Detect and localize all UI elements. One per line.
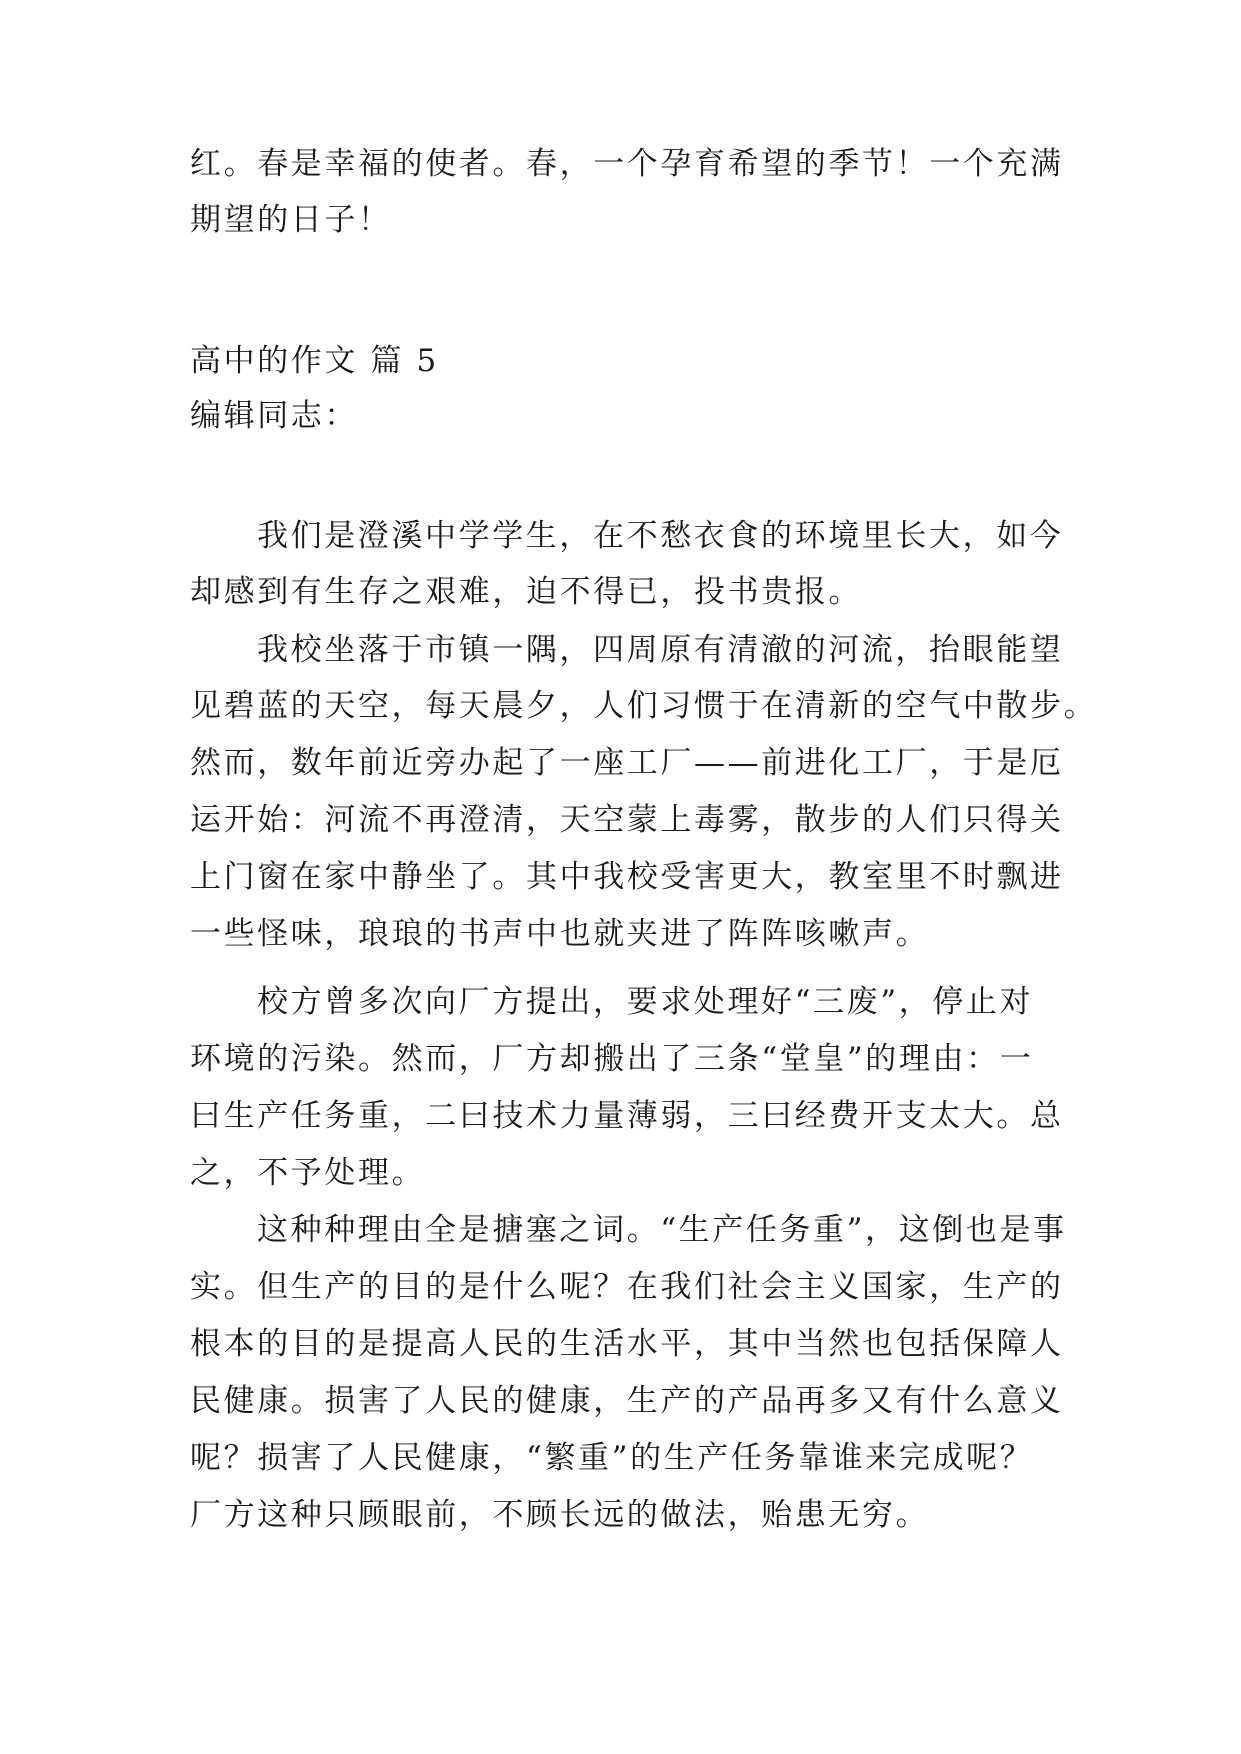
text-line: 我们是澄溪中学学生，在不愁衣食的环境里长大，如今 xyxy=(257,518,1064,554)
text-line: 见碧蓝的天空，每天晨夕，人们习惯于在清新的空气中散步。 xyxy=(190,688,1098,724)
text-line: 却感到有生存之艰难，迫不得已，投书贵报。 xyxy=(190,574,862,610)
text-line: 校方曾多次向厂方提出，要求处理好“三废”，停止对 xyxy=(257,984,1034,1020)
text-line: 厂方这种只顾眼前，不顾长远的做法，贻患无穷。 xyxy=(190,1497,930,1533)
text-line: 实。但生产的目的是什么呢？在我们社会主义国家，生产的 xyxy=(190,1269,1064,1305)
text-line: 上门窗在家中静坐了。其中我校受害更大，教室里不时飘进 xyxy=(190,859,1064,895)
text-line: 根本的目的是提高人民的生活水平，其中当然也包括保障人 xyxy=(190,1326,1064,1362)
section-title: 高中的作文 篇 5 xyxy=(190,343,439,379)
text-line: 我校坐落于市镇一隅，四周原有清澈的河流，抬眼能望 xyxy=(257,632,1064,668)
text-line: 期望的日子！ xyxy=(190,202,392,238)
salutation: 编辑同志： xyxy=(190,398,358,434)
text-line: 一些怪味，琅琅的书声中也就夹进了阵阵咳嗽声。 xyxy=(190,916,930,952)
text-line: 这种种理由全是搪塞之词。“生产任务重”，这倒也是事 xyxy=(257,1212,1067,1248)
text-line: 运开始：河流不再澄清，天空蒙上毒雾，散步的人们只得关 xyxy=(190,802,1064,838)
text-line: 曰生产任务重，二曰技术力量薄弱，三曰经费开支太大。总 xyxy=(190,1098,1064,1134)
text-line: 呢？损害了人民健康，“繁重”的生产任务靠谁来完成呢？ xyxy=(190,1440,1034,1476)
text-line: 然而，数年前近旁办起了一座工厂——前进化工厂，于是厄 xyxy=(190,745,1064,781)
text-line: 环境的污染。然而，厂方却搬出了三条“堂皇”的理由：一 xyxy=(190,1041,1034,1077)
text-line: 红。春是幸福的使者。春，一个孕育希望的季节！一个充满 xyxy=(190,146,1064,182)
text-line: 之，不予处理。 xyxy=(190,1155,426,1191)
text-line: 民健康。损害了人民的健康，生产的产品再多又有什么意义 xyxy=(190,1383,1064,1419)
